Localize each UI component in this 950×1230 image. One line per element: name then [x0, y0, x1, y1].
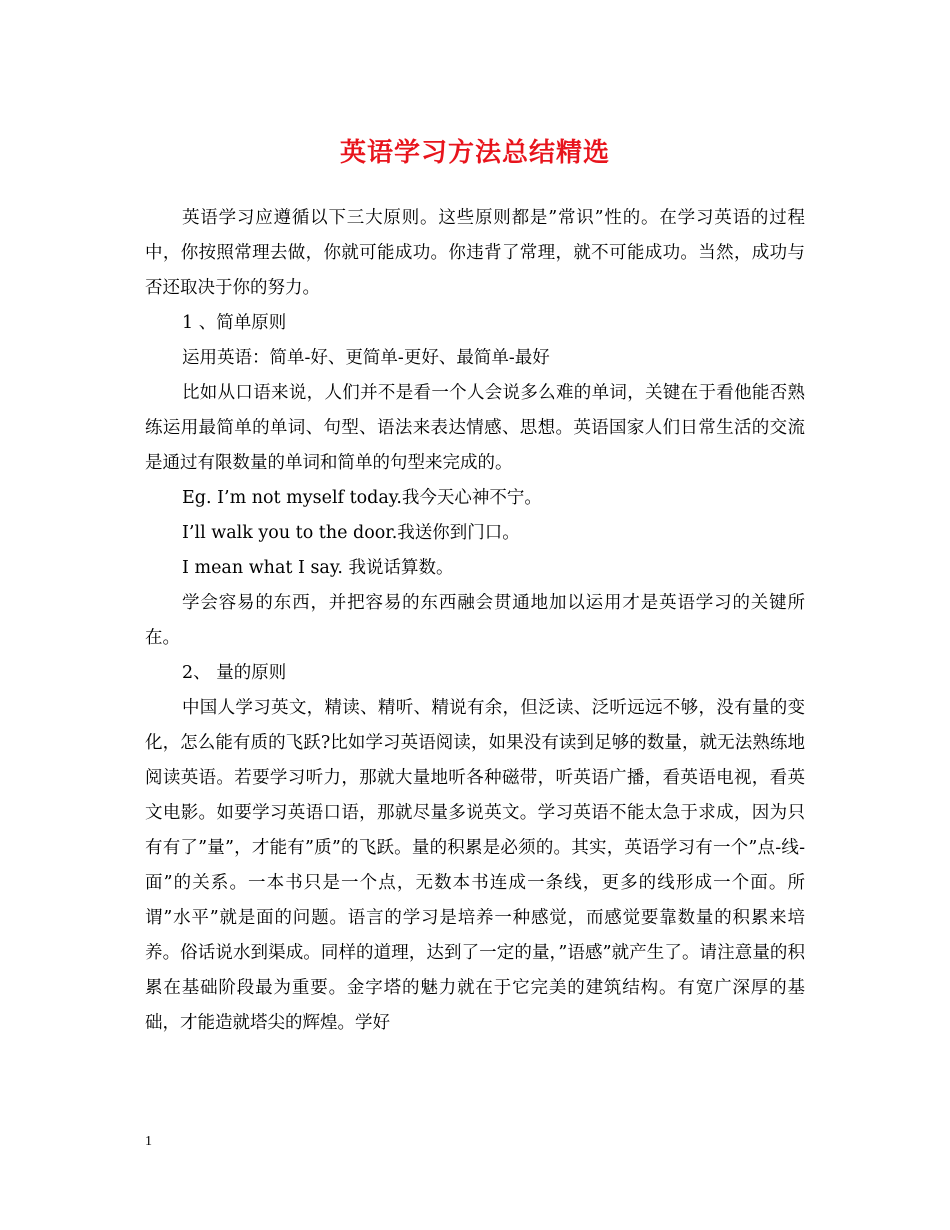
paragraph-key-point: 学会容易的东西，并把容易的东西融会贯通地加以运用才是英语学习的关键所在。: [145, 593, 805, 648]
paragraph-intro: 英语学习应遵循以下三大原则。这些原则都是”常识”性的。在学习英语的过程中，你按照常理去做，你就可能成功。你违背了常理，就不可能成功。当然，成功与否还取决于你的努力。: [145, 208, 805, 298]
section-heading-simple: 1 、简单原则: [182, 313, 287, 333]
paragraph-quantity: 中国人学习英文，精读、精听、精说有余，但泛读、泛听远远不够，没有量的变化，怎么能有质的飞跃?比如学习英语阅读，如果没有读到足够的数量，就无法熟练地阅读英语。若要学习听力，那就大量地听各种磁带，听英语广播，看英语电视，看英文电影。如要学习英语口语，那就尽量多说英文。学习英语不能太急于求成，因为只有有了”量”，才能有”质”的飞跃。量的积累是必须的。其实，英语学习有一个”点-线-面”的关系。一本书只是一个点，无数本书连成一条线，更多的线形成一个面。所谓”水平”就是面的问题。语言的学习是培养一种感觉，而感觉要靠数量的积累来培养。俗话说水到渠成。同样的道理，达到了一定的量，”语感”就产生了。请注意量的积累在基础阶段最为重要。金字塔的魅力就在于它完美的建筑结构。有宽广深厚的基础，才能造就塔尖的辉煌。学好: [145, 698, 805, 1033]
paragraph-usage: 运用英语：简单-好、更简单-更好、最简单-最好: [182, 348, 550, 368]
document-title: 英语学习方法总结精选: [339, 138, 610, 168]
example-sentence-1: Eg. I’m not myself today.我今天心神不宁。: [182, 488, 542, 508]
example-sentence-2: I’ll walk you to the door.我送你到门口。: [182, 523, 520, 543]
page-number: 1: [145, 1134, 152, 1149]
example-sentence-3: I mean what I say. 我说话算数。: [182, 558, 454, 578]
section-heading-quantity: 2、 量的原则: [182, 663, 287, 683]
document-body: [145, 201, 805, 1041]
paragraph-oral-example: 比如从口语来说，人们并不是看一个人会说多么难的单词，关键在于看他能否熟练运用最简单的单词、句型、语法来表达情感、思想。英语国家人们日常生活的交流是通过有限数量的单词和简单的句型来完成的。: [145, 383, 805, 473]
